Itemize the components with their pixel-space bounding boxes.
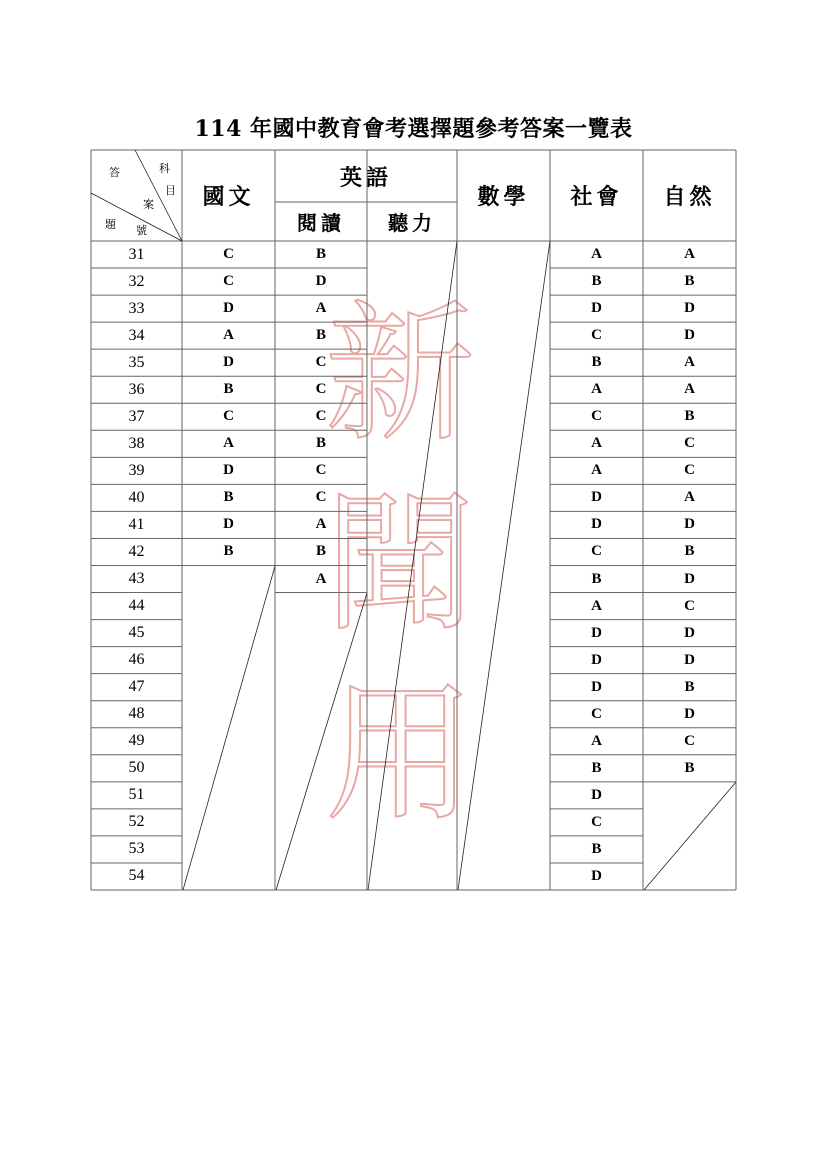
answer-science bbox=[643, 782, 736, 809]
answer-chinese bbox=[182, 782, 275, 809]
answer-english-reading: C bbox=[315, 408, 327, 425]
answer-chinese: A bbox=[223, 327, 234, 344]
answer-english-reading bbox=[275, 701, 367, 728]
answer-science: B bbox=[684, 273, 695, 290]
answer-english-reading: C bbox=[315, 381, 327, 398]
answer-english-reading: A bbox=[315, 516, 327, 533]
question-number: 45 bbox=[128, 624, 145, 642]
corner-label-question: 題 bbox=[105, 218, 116, 231]
answer-science: D bbox=[684, 516, 695, 533]
question-number: 50 bbox=[128, 759, 145, 777]
answer-chinese bbox=[182, 566, 275, 593]
answer-chinese: B bbox=[223, 543, 234, 560]
answer-english-reading bbox=[275, 728, 367, 755]
answer-social: A bbox=[591, 732, 602, 749]
watermark-char-2: 聞 bbox=[324, 478, 475, 652]
question-number: 47 bbox=[128, 678, 145, 696]
answer-science: C bbox=[684, 597, 695, 614]
answer-social: D bbox=[591, 489, 602, 506]
header-english: 英語 bbox=[339, 165, 392, 191]
answer-science: B bbox=[684, 543, 695, 560]
question-number: 51 bbox=[128, 786, 145, 804]
answer-chinese bbox=[182, 836, 275, 863]
header-chinese: 國文 bbox=[202, 185, 255, 210]
question-number: 39 bbox=[128, 461, 145, 479]
answer-chinese: D bbox=[223, 462, 234, 479]
watermark-char-1: 新 bbox=[324, 288, 475, 462]
answer-chinese bbox=[182, 728, 275, 755]
answer-science: D bbox=[684, 300, 695, 317]
header-math: 數學 bbox=[477, 185, 530, 210]
question-number: 38 bbox=[128, 434, 145, 452]
answer-science: A bbox=[684, 381, 695, 398]
answer-chinese bbox=[182, 674, 275, 701]
answer-chinese bbox=[182, 809, 275, 836]
page-title: 114 年國中教育會考選擇題參考答案一覽表 bbox=[194, 116, 633, 142]
corner-label-subject-1: 科 bbox=[159, 162, 170, 175]
question-number: 35 bbox=[128, 353, 145, 371]
corner-label-number: 號 bbox=[136, 224, 147, 237]
answer-social: D bbox=[591, 651, 602, 668]
answer-social: A bbox=[591, 435, 602, 452]
answer-chinese: A bbox=[223, 435, 234, 452]
answer-chinese: C bbox=[223, 408, 234, 425]
answer-english-reading: B bbox=[315, 435, 326, 452]
answer-social: A bbox=[591, 246, 602, 263]
answer-table bbox=[91, 150, 736, 890]
answer-english-reading bbox=[275, 674, 367, 701]
answer-english-reading bbox=[275, 836, 367, 863]
answer-chinese: D bbox=[223, 516, 234, 533]
question-number: 46 bbox=[128, 651, 145, 669]
answer-chinese bbox=[182, 593, 275, 620]
answer-science bbox=[643, 863, 736, 890]
answer-science: A bbox=[684, 246, 695, 263]
question-number: 52 bbox=[128, 813, 145, 831]
answer-science: D bbox=[684, 651, 695, 668]
answer-english-reading bbox=[275, 593, 367, 620]
question-number: 48 bbox=[128, 705, 145, 723]
answer-social: C bbox=[591, 327, 602, 344]
answer-social: B bbox=[591, 570, 602, 587]
answer-social: D bbox=[591, 678, 602, 695]
answer-social: C bbox=[591, 408, 602, 425]
answer-chinese: D bbox=[223, 354, 234, 371]
answer-english-reading: A bbox=[315, 570, 327, 587]
answer-social: D bbox=[591, 300, 602, 317]
header-social: 社會 bbox=[570, 185, 623, 210]
answer-chinese bbox=[182, 701, 275, 728]
answer-chinese bbox=[182, 863, 275, 890]
answer-english-reading: B bbox=[315, 327, 326, 344]
answer-social: D bbox=[591, 624, 602, 641]
answer-english-reading bbox=[275, 863, 367, 890]
answer-science: D bbox=[684, 705, 695, 722]
question-number: 42 bbox=[128, 542, 145, 560]
answer-english-reading: B bbox=[315, 246, 326, 263]
answer-chinese bbox=[182, 755, 275, 782]
question-number: 31 bbox=[128, 245, 145, 263]
answer-social: A bbox=[591, 381, 602, 398]
answer-science: D bbox=[684, 327, 695, 344]
question-number: 44 bbox=[128, 597, 145, 615]
question-number: 33 bbox=[128, 299, 145, 317]
answer-english-reading: C bbox=[315, 354, 327, 371]
question-number: 34 bbox=[128, 326, 145, 344]
answer-science: B bbox=[684, 759, 695, 776]
answer-science: C bbox=[684, 462, 695, 479]
question-number: 54 bbox=[128, 867, 145, 885]
answer-social: B bbox=[591, 273, 602, 290]
answer-social: C bbox=[591, 543, 602, 560]
question-number: 37 bbox=[128, 407, 145, 425]
answer-chinese: D bbox=[223, 300, 234, 317]
answer-english-reading bbox=[275, 620, 367, 647]
answer-english-reading: B bbox=[315, 543, 326, 560]
corner-label-subject-2: 目 bbox=[165, 184, 176, 197]
answer-chinese: B bbox=[223, 489, 234, 506]
answer-science: C bbox=[684, 435, 695, 452]
answer-english-reading bbox=[275, 782, 367, 809]
answer-science bbox=[643, 836, 736, 863]
answer-english-reading: A bbox=[315, 300, 327, 317]
answer-english-reading: C bbox=[315, 462, 327, 479]
answer-social: C bbox=[591, 705, 602, 722]
answer-chinese: C bbox=[223, 246, 234, 263]
answer-science: D bbox=[684, 624, 695, 641]
corner-label-case: 案 bbox=[143, 198, 154, 211]
answer-science: B bbox=[684, 408, 695, 425]
answer-chinese bbox=[182, 647, 275, 674]
header-science: 自然 bbox=[663, 185, 716, 210]
answer-science: B bbox=[684, 678, 695, 695]
answer-social: B bbox=[591, 354, 602, 371]
question-number: 40 bbox=[128, 488, 145, 506]
answer-social: A bbox=[591, 597, 602, 614]
answer-social: D bbox=[591, 786, 602, 803]
question-number: 53 bbox=[128, 840, 145, 858]
answer-english-reading bbox=[275, 755, 367, 782]
corner-label-answer: 答 bbox=[109, 166, 120, 179]
answer-science: A bbox=[684, 489, 695, 506]
answer-chinese: B bbox=[223, 381, 234, 398]
answer-social: D bbox=[591, 867, 602, 884]
answer-science: C bbox=[684, 732, 695, 749]
answer-social: B bbox=[591, 759, 602, 776]
answer-social: A bbox=[591, 462, 602, 479]
answer-english-reading: C bbox=[315, 489, 327, 506]
answer-english-reading bbox=[275, 809, 367, 836]
question-number: 49 bbox=[128, 732, 145, 750]
answer-english-reading bbox=[275, 647, 367, 674]
answer-social: C bbox=[591, 813, 602, 830]
question-number: 36 bbox=[128, 380, 145, 398]
watermark-char-3: 用 bbox=[324, 668, 475, 842]
header-english-reading: 閱讀 bbox=[297, 211, 345, 235]
header-english-listening: 聽力 bbox=[388, 211, 436, 235]
answer-social: B bbox=[591, 840, 602, 857]
answer-social: D bbox=[591, 516, 602, 533]
answer-english-reading: D bbox=[315, 273, 327, 290]
question-number: 43 bbox=[128, 570, 145, 588]
question-number: 41 bbox=[128, 515, 145, 533]
question-number: 32 bbox=[128, 272, 145, 290]
answer-science: A bbox=[684, 354, 695, 371]
answer-chinese: C bbox=[223, 273, 234, 290]
answer-science bbox=[643, 809, 736, 836]
answer-chinese bbox=[182, 620, 275, 647]
answer-science: D bbox=[684, 570, 695, 587]
